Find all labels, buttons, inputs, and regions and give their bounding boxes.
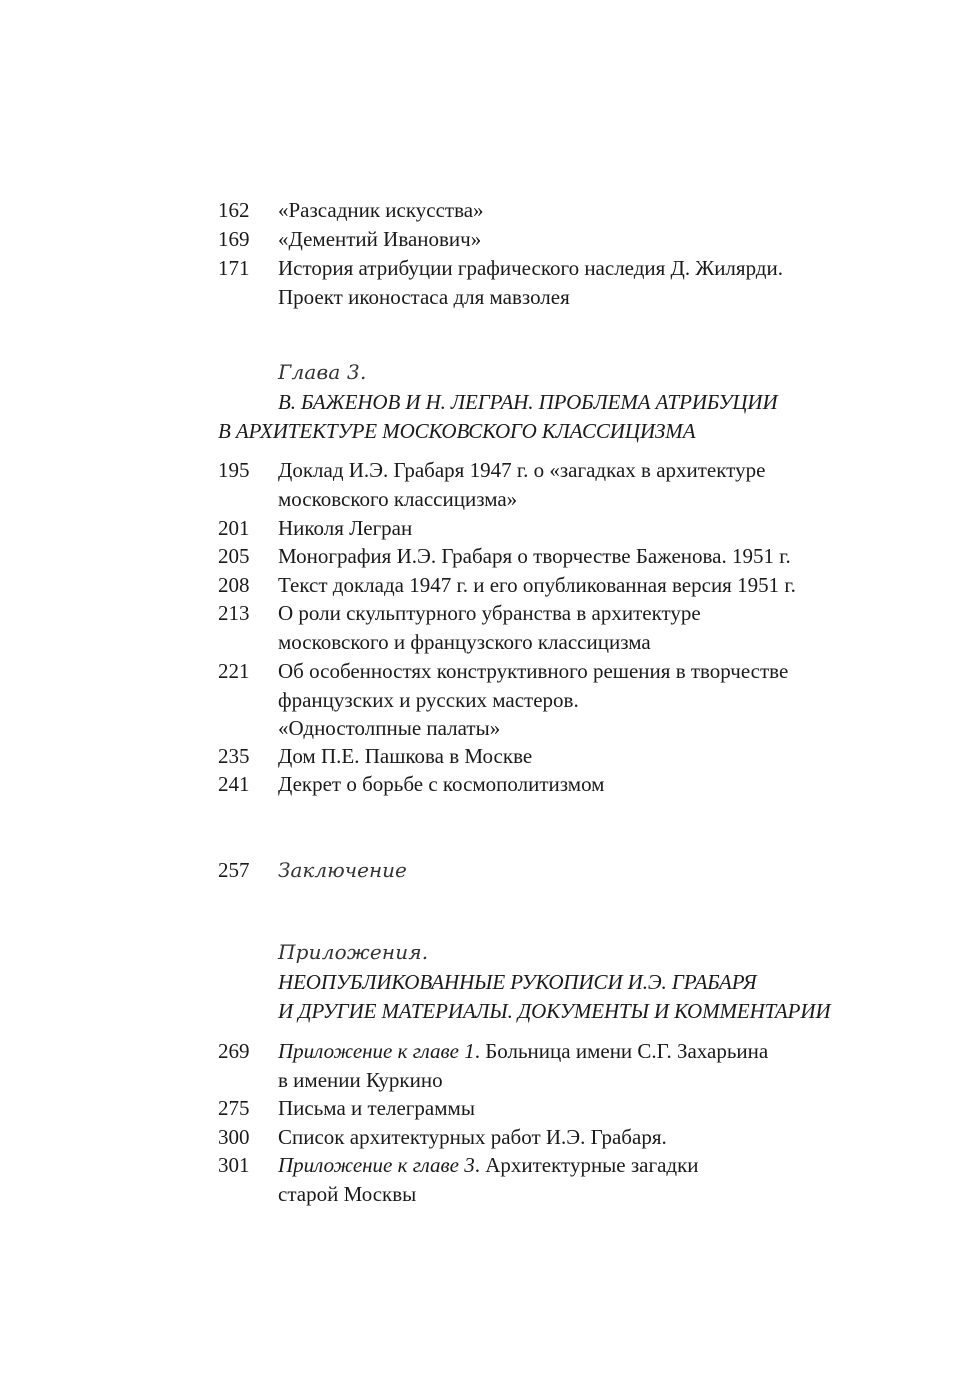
entry-title: Монография И.Э. Грабаря о творчестве Баженова. 1951 г.	[278, 544, 791, 568]
entry-title: Декрет о борьбе с космополитизмом	[278, 772, 605, 796]
entry-title: Приложение к главе 3. Архитектурные загадки старой Москвы	[278, 1153, 699, 1206]
appendices-title-line1: НЕОПУБЛИКОВАННЫЕ РУКОПИСИ И.Э. ГРАБАРЯ	[278, 970, 757, 994]
page-number: 171	[218, 256, 250, 280]
appendices-title-line2: И ДРУГИЕ МАТЕРИАЛЫ. ДОКУМЕНТЫ И КОММЕНТАРИИ	[278, 999, 831, 1023]
page-number: 195	[218, 458, 250, 482]
entry-title: Доклад И.Э. Грабаря 1947 г. о «загадках в архитектуре московского классицизма»	[278, 458, 766, 511]
page-number: 235	[218, 744, 250, 768]
page-number: 162	[218, 198, 250, 222]
entry-title: Письма и телеграммы	[278, 1096, 475, 1120]
appendices-label: Приложения.	[278, 940, 429, 964]
page-number: 241	[218, 772, 250, 796]
appendix-ref: Приложение к главе 3	[278, 1153, 475, 1177]
entry-title: Николя Легран	[278, 516, 413, 540]
entry-title: О роли скульптурного убранства в архитектуре московского и французского классицизма	[278, 601, 701, 654]
chapter-3-title-line2: В АРХИТЕКТУРЕ МОСКОВСКОГО КЛАССИЦИЗМА	[218, 419, 696, 443]
entry-title: Список архитектурных работ И.Э. Грабаря.	[278, 1125, 667, 1149]
page-number: 201	[218, 516, 250, 540]
entry-title: Приложение к главе 1. Больница имени С.Г. Захарьина в имении Куркино	[278, 1039, 769, 1092]
entry-title: Дом П.Е. Пашкова в Москве	[278, 744, 533, 768]
entry-title: История атрибуции графического наследия Д. Жилярди. Проект иконостаса для мавзолея	[278, 256, 783, 309]
chapter-3-title-line1: В. БАЖЕНОВ И Н. ЛЕГРАН. ПРОБЛЕМА АТРИБУЦИИ	[278, 390, 778, 414]
entry-title: «Разсадник искусства»	[278, 198, 484, 222]
appendix-ref: Приложение к главе 1	[278, 1039, 475, 1063]
page-number: 169	[218, 227, 250, 251]
conclusion-label: Заключение	[278, 858, 407, 882]
page-number: 208	[218, 573, 250, 597]
page-number: 301	[218, 1153, 250, 1177]
page-number: 213	[218, 601, 250, 625]
chapter-3-label: Глава 3.	[278, 360, 367, 384]
entry-title: Об особенностях конструктивного решения в творчестве французских и русских мастеров. «Одностолпные палаты»	[278, 659, 789, 741]
page-number: 275	[218, 1096, 250, 1120]
page-number: 257	[218, 858, 250, 882]
page-number: 269	[218, 1039, 250, 1063]
page-number: 205	[218, 544, 250, 568]
page-number: 300	[218, 1125, 250, 1149]
entry-title: «Дементий Иванович»	[278, 227, 482, 251]
entry-title: Текст доклада 1947 г. и его опубликованная версия 1951 г.	[278, 573, 796, 597]
page-number: 221	[218, 659, 250, 683]
